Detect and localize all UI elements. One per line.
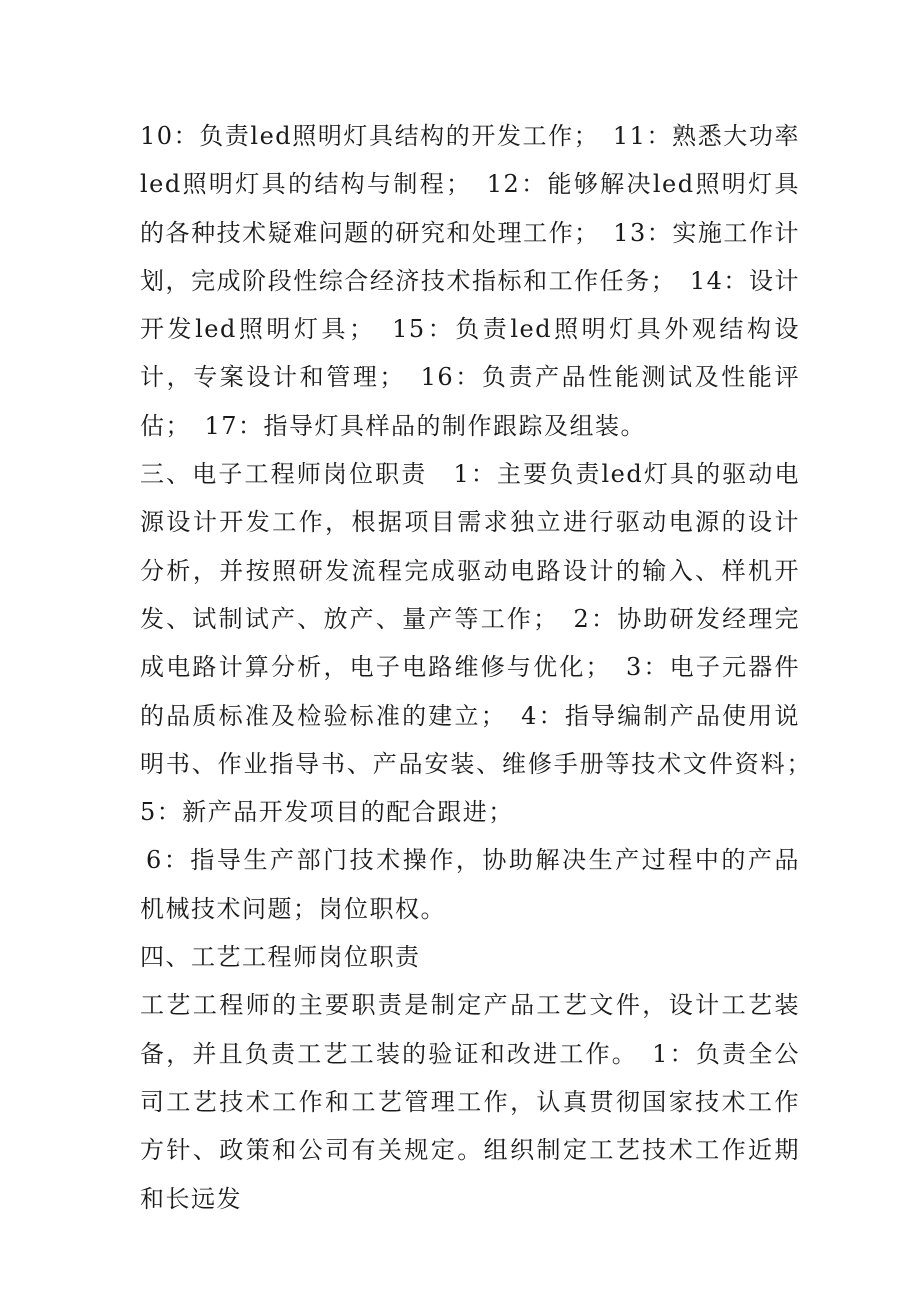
document-body [140,112,826,1223]
paragraph-process-engineer-duties: 工艺工程师的主要职责是制定产品工艺文件，设计工艺装备，并且负责工艺工装的验证和改进工作。 1：负责全公司工艺技术工作和工艺管理工作，认真贯彻国家技术工作方针、政策和公司有关规定。组织制定工艺技术工作近期和长远发 [140,991,800,1213]
paragraph-production-guidance: 6：指导生产部门技术操作，协助解决生产过程中的产品机械技术问题；岗位职权。 [140,846,800,923]
paragraph-electronic-engineer-duties: 三、电子工程师岗位职责 1：主要负责led灯具的驱动电源设计开发工作，根据项目需求独立进行驱动电源的设计分析，并按照研发流程完成驱动电路设计的输入、样机开发、试制试产、放产、量产等工作； 2：协助研发经理完成电路计算分析，电子电路维修与优化； 3：电子元器件的品质标准及检验标准的建立； 4：指导编制产品使用说明书、作业指导书、产品安装、维修手册等技术文件资料； 5：新产品开发项目的配合跟进； [140,460,826,827]
section-heading-process-engineer: 四、工艺工程师岗位职责 [140,943,421,972]
paragraph-lighting-duties: 10：负责led照明灯具结构的开发工作； 11：熟悉大功率led照明灯具的结构与制程； 12：能够解决led照明灯具的各种技术疑难问题的研究和处理工作； 13：实施工作计划，完成阶段性综合经济技术指标和工作任务； 14：设计开发led照明灯具； 15：负责led照明灯具外观结构设计，专案设计和管理； 16：负责产品性能测试及性能评估； 17：指导灯具样品的制作跟踪及组装。 [140,122,800,440]
